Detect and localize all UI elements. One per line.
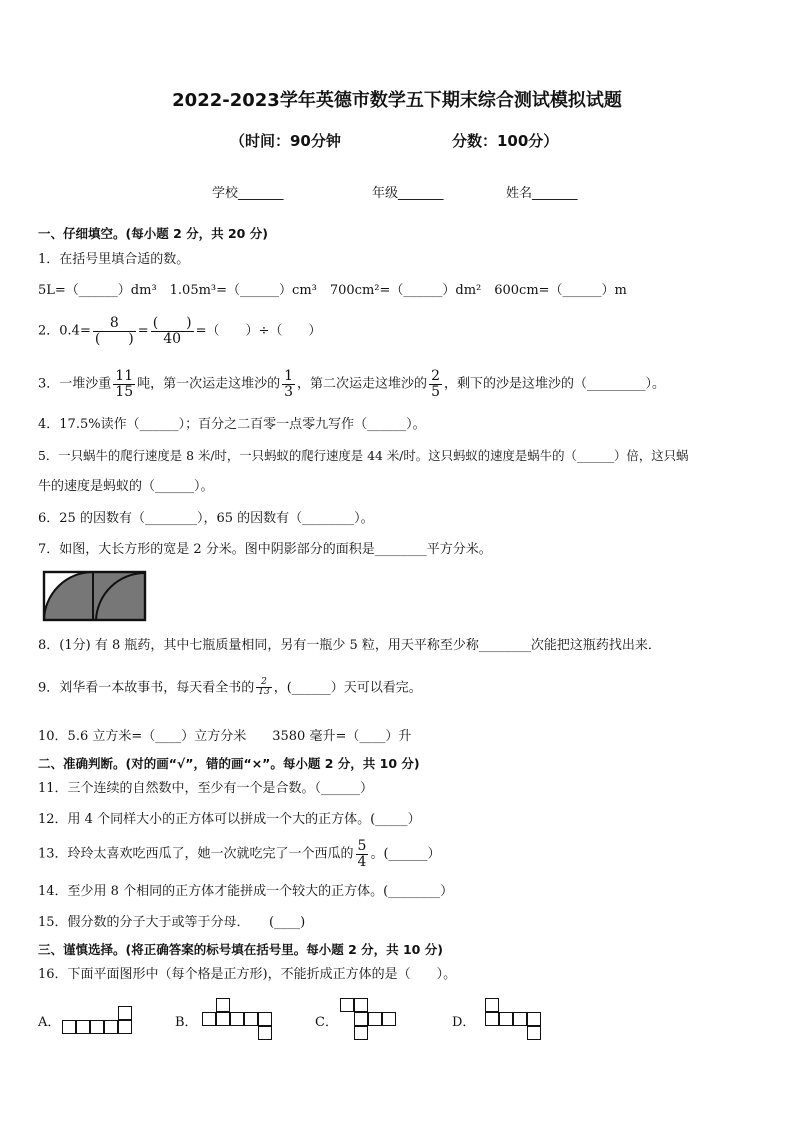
option-d-label: D． bbox=[452, 1015, 476, 1030]
question-3: 3．一堆沙重 $\frac{11}{15}$ 吨，第一次运走这堆沙的 $\frac{1}{3}$ ，第二次运走这堆沙的 $\frac{2}{5}$ ，剩下的沙是这堆沙的（_________）。 bbox=[38, 368, 665, 400]
exam-score: 分数：100分） bbox=[452, 132, 559, 150]
question-7: 7．如图，大长方形的宽是 2 分米。图中阴影部分的面积是________平方分米。 bbox=[38, 542, 492, 557]
question-5-line-1: 5．一只蜗牛的爬行速度是 8 米/时，一只蚂蚁的爬行速度是 44 米/时。这只蚂蚁的速度是蜗牛的（______）倍，这只蜗 bbox=[38, 448, 689, 463]
option-c-label: C． bbox=[315, 1015, 338, 1030]
question-1: 1．在括号里填合适的数。 bbox=[38, 252, 190, 267]
q2-fraction-2: $\frac{( )}{40}$ bbox=[152, 315, 192, 347]
section-3-heading: 三、谨慎选择。(将正确答案的标号填在括号里。每小题 2 分，共 10 分) bbox=[38, 942, 443, 957]
q3-fraction-2: $\frac{1}{3}$ bbox=[284, 368, 294, 400]
page-title: 2022-2023学年英德市数学五下期末综合测试模拟试题 bbox=[172, 90, 622, 111]
question-16: 16．下面平面图形中（每个格是正方形)，不能折成正方体的是（ ）。 bbox=[38, 967, 457, 982]
q2-fraction-1: $\frac{8}{( )}$ bbox=[94, 315, 134, 347]
q9-fraction: $\frac{2}{13}$ bbox=[258, 677, 270, 698]
q3-fraction-1: $\frac{11}{15}$ bbox=[115, 368, 134, 400]
question-15: 15．假分数的分子大于或等于分母． (____) bbox=[38, 915, 306, 930]
option-a-label: A． bbox=[38, 1015, 61, 1030]
question-10: 10．5.6 立方米=（____）立方分米 3580 毫升=（____）升 bbox=[38, 729, 412, 744]
section-2-heading: 二、准确判断。(对的画“√”，错的画“×”。每小题 2 分，共 10 分) bbox=[38, 756, 420, 771]
grade-field: 年级_______ bbox=[372, 186, 444, 201]
question-9: 9．刘华看一本故事书，每天看全书的 $\frac{2}{13}$ ，(______）天可以看完。 bbox=[38, 677, 422, 698]
question-12: 12．用 4 个同样大小的正方体可以拼成一个大的正方体。(_____） bbox=[38, 812, 421, 827]
question-2: 2．0.4= $\frac{8}{( )}$ = $\frac{( )}{40}$ =（ ）÷（ ） bbox=[38, 315, 322, 347]
question-11: 11．三个连续的自然数中，至少有一个是合数。（______） bbox=[38, 781, 374, 796]
question-5-line-2: 牛的速度是蚂蚁的（______）。 bbox=[38, 479, 214, 494]
q3-fraction-3: $\frac{2}{5}$ bbox=[431, 368, 440, 400]
name-field: 姓名_______ bbox=[506, 186, 578, 201]
school-field: 学校_______ bbox=[212, 186, 284, 201]
exam-time: （时间：90分钟 bbox=[230, 132, 341, 150]
question-13: 13．玲玲太喜欢吃西瓜了，她一次就吃完了一个西瓜的 $\frac{5}{4}$ 。(______） bbox=[38, 838, 441, 870]
q2-suffix: =（ ）÷（ ） bbox=[195, 323, 322, 339]
q7-shaded-rectangle-figure bbox=[42, 570, 148, 622]
question-14: 14．至少用 8 个相同的正方体才能拼成一个较大的正方体。(________） bbox=[38, 884, 454, 899]
question-8: 8．(1分) 有 8 瓶药，其中七瓶质量相同，另有一瓶少 5 粒，用天平称至少称________次能把这瓶药找出来． bbox=[38, 638, 661, 653]
question-4: 4．17.5%读作（______）；百分之二百零一点零九写作（______）。 bbox=[38, 417, 426, 432]
question-6: 6．25 的因数有（________），65 的因数有（________）。 bbox=[38, 511, 374, 526]
option-b-label: B． bbox=[175, 1015, 198, 1030]
section-1-heading: 一、仔细填空。(每小题 2 分，共 20 分) bbox=[38, 226, 268, 241]
question-1-blanks: 5L=（______）dm³ 1.05m³=（______）cm³ 700cm²=（______）dm² 600cm=（______）m bbox=[38, 283, 627, 298]
q2-prefix: 2．0.4= bbox=[38, 323, 91, 339]
q13-fraction: $\frac{5}{4}$ bbox=[357, 838, 367, 870]
